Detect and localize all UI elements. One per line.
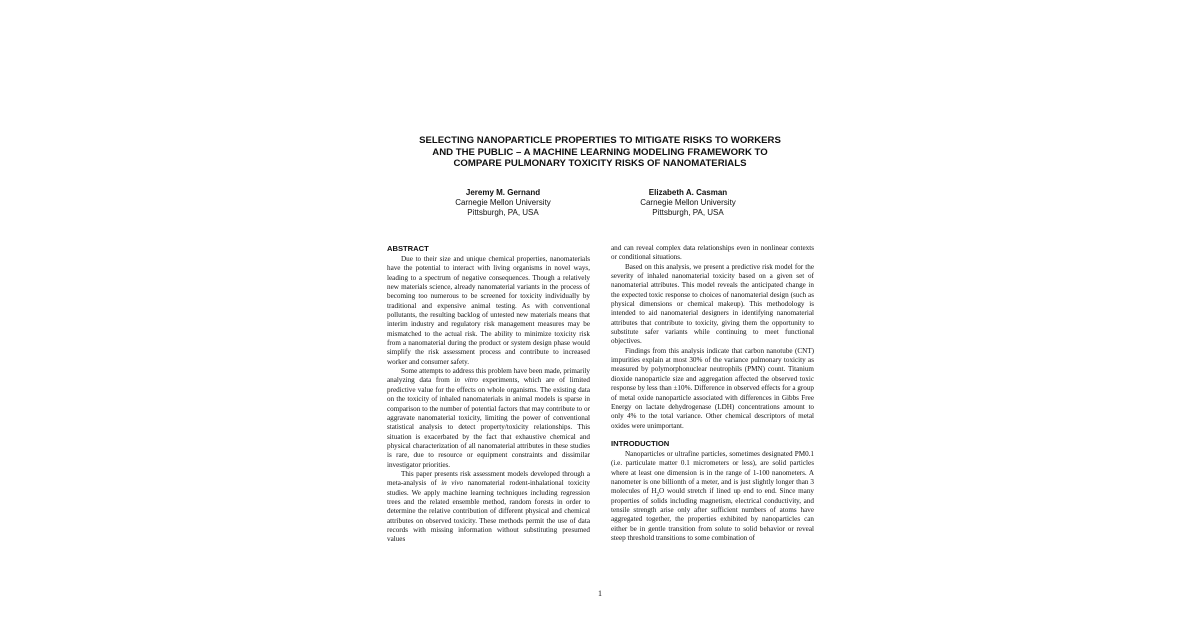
author-name: Elizabeth A. Casman (648, 188, 728, 197)
abstract-heading: ABSTRACT (387, 244, 429, 253)
page-number: 1 (598, 589, 602, 598)
intro-text-part1: Nanoparticles or ultrafine particles, sometimes designated PM0.1 (i.e. particulate matter 0.1 micrometers or less), are solid particles where at least one dimension is in the range of 1-100 nanometers. A nanometer is one billionth of a meter, and is just slightly longer than 3 molecules of H (611, 449, 814, 496)
right-column (611, 244, 814, 543)
abstract-paragraph-2: Some attempts to address this problem have been made, primarily analyzing data from in vitro experiments, which are of limited predictive value for the effects on whole organisms. The existing data on the toxicity of inhaled nanomaterials in animal models is sparse in comparison to the number of potential factors that may contribute to or aggravate nanomaterial toxicity, limiting the power of conventional statistical analysis to detect property/toxicity relationships. This situation is exacerbated by the fact that exhaustive chemical and physical characterization of all nanomaterial attributes in these studies is rare, due to resource or equipment constraints and dissimilar investigator priorities. (387, 367, 590, 469)
author-name: Jeremy M. Gernand (465, 188, 541, 197)
abstract-paragraph-5: Findings from this analysis indicate that carbon nanotube (CNT) impurities explain at most 30% of the variance pulmonary toxicity as measured by polymorphonuclear neutrophils (PMN) count. Titanium dioxide nanoparticle size and aggregation affected the observed toxic response by less than ±10%. Difference in observed effects for a group of metal oxide nanoparticle associated with differences in Gibbs Free Energy on lactate dehydrogenase (LDH) concentrations amount to only 4% to the total variance. Other chemical descriptors of metal oxides were unimportant. (611, 346, 814, 430)
abstract-paragraph-1: Due to their size and unique chemical properties, nanomaterials have the potential to interact with living organisms in novel ways, leading to a spectrum of negative consequences. Though a relatively new materials science, already nanomaterial variants in the process of becoming too numerous to be screened for toxicity individually by traditional and expensive animal testing. As with conventional pollutants, the resulting backlog of untested new materials means that interim industry and regulatory risk management measures may be mismatched to the actual risk. The ability to minimize toxicity risk from a nanomaterial during the product or system design phase would simplify the risk assessment process and contribute to increased worker and consumer safety. (387, 255, 590, 366)
introduction-heading: INTRODUCTION (611, 438, 670, 448)
abstract-paragraph-3: This paper presents risk assessment models developed through a meta-analysis of in vivo nanomaterial rodent-inhalational toxicity studies. We apply machine learning techniques including regression trees and the related ensemble method, random forests in order to determine the relative contribution of different physical and chemical attributes on observed toxicity. These methods permit the use of data records with missing information without substituting presumed values (387, 469, 590, 544)
abstract-paragraph-4: Based on this analysis, we present a predictive risk model for the severity of inhaled nanomaterial toxicity based on a given set of nanomaterial attributes. This model reveals the anticipated change in the expected toxic response to choices of nanomaterial design (such as physical dimensions or chemical makeup). This methodology is intended to aid nanomaterial designers in identifying nanomaterial attributes that contribute to toxicity, giving them the opportunity to substitute safer variants while continuing to meet functional objectives. (611, 262, 814, 346)
intro-text-part2: O would stretch if lined up end to end. Since many properties of solids including magnetism, electrical conductivity, and tensile strength arise only after sufficient numbers of atoms have aggregated together, the properties exhibited by nanoparticles can either be in gentle transition from solute to solid behavior or reveal steep threshold transitions to some combination of (611, 487, 814, 542)
title-line-1: SELECTING NANOPARTICLE PROPERTIES TO MITIGATE RISKS TO WORKERS (419, 135, 781, 146)
title-line-3: COMPARE PULMONARY TOXICITY RISKS OF NANOMATERIALS (453, 158, 747, 170)
author-affiliation: Carnegie Mellon University (455, 198, 551, 208)
intro-subscript: 2 (656, 492, 660, 498)
author-location: Pittsburgh, PA, USA (467, 208, 539, 218)
author-location: Pittsburgh, PA, USA (652, 208, 724, 218)
title-line-2: AND THE PUBLIC – A MACHINE LEARNING MODELING FRAMEWORK TO (432, 146, 768, 158)
introduction-paragraph-1 (611, 450, 814, 543)
abstract-continuation: and can reveal complex data relationships even in nonlinear contexts or conditional situations. (611, 244, 814, 262)
left-column (387, 244, 590, 545)
paper-title (360, 135, 840, 170)
author-affiliation: Carnegie Mellon University (640, 198, 736, 208)
author-block-2 (578, 188, 798, 219)
